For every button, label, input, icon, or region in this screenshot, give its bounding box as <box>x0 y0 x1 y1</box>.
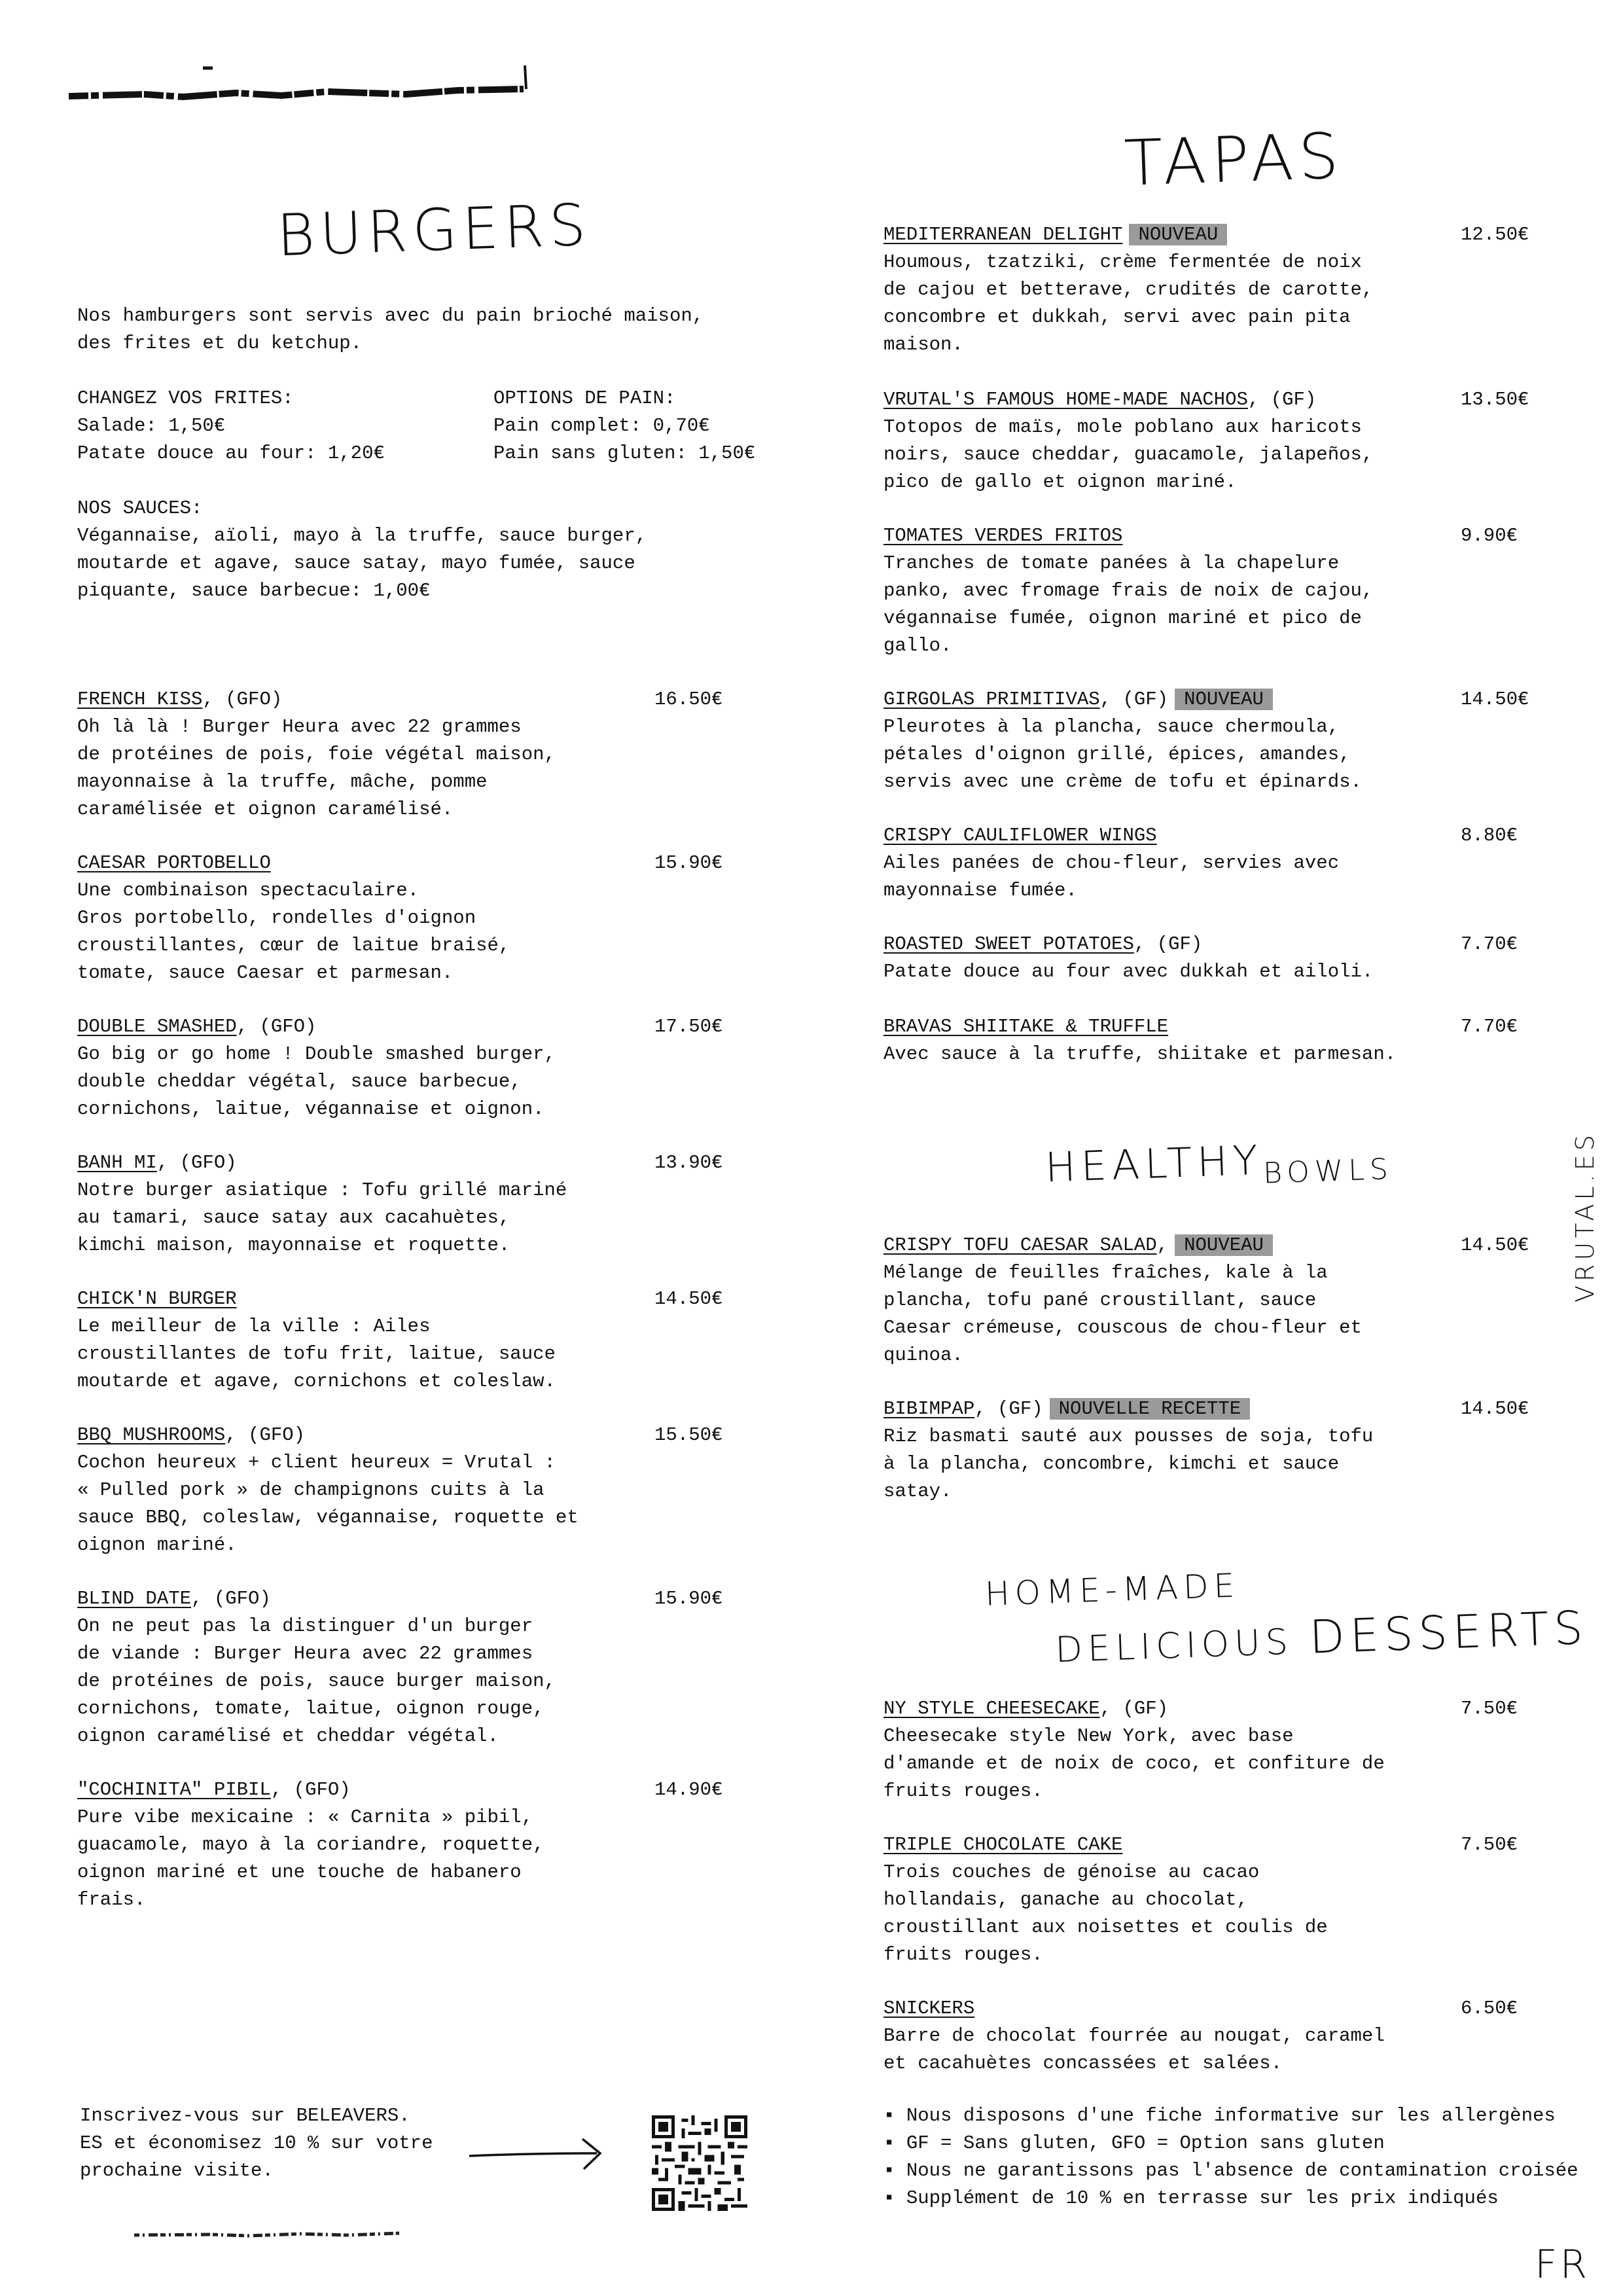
desserts-item <box>883 1995 1564 2077</box>
footer-notes <box>883 2102 1578 2212</box>
item-name: BRAVAS SHIITAKE & TRUFFLE <box>883 1016 1169 1037</box>
bowls-title <box>1044 1132 1393 1191</box>
item-name: SNICKERS <box>883 1998 975 2019</box>
item-suffix: , (GF) <box>1099 689 1169 710</box>
burgers-item <box>77 1149 758 1259</box>
burgers-item <box>77 850 758 987</box>
item-description: Tranches de tomate panées à la chapelure panko, avec fromage frais de noix de cajou, végannaise fumée, oignon mariné et pico de gallo. <box>883 552 1374 656</box>
item-price: 13.50€ <box>1461 389 1529 410</box>
tapas-item <box>883 822 1564 905</box>
item-description: Cheesecake style New York, avec base d'amande et de noix de coco, et confiture de fruits rouges. <box>883 1725 1385 1802</box>
item-name: BANH MI <box>77 1152 157 1174</box>
note-allergens: ▪ Nous disposons d'une fiche informative sur les allergènes <box>883 2102 1578 2130</box>
item-description: Cochon heureux + client heureux = Vrutal : « Pulled pork » de champignons cuits à la sauce BBQ, coleslaw, végannaise, roquette et oignon mariné. <box>77 1452 579 1556</box>
item-suffix: , (GF) <box>1247 389 1317 410</box>
item-name: CRISPY CAULIFLOWER WINGS <box>883 825 1157 846</box>
item-price: 14.50€ <box>1461 1398 1529 1420</box>
item-name: GIRGOLAS PRIMITIVAS <box>883 689 1100 710</box>
item-price: 15.90€ <box>654 852 723 874</box>
item-price: 14.50€ <box>1461 689 1529 710</box>
item-price: 17.50€ <box>654 1016 723 1037</box>
burgers-intro: Nos hamburgers sont servis avec du pain brioché maison, des frites et du ketchup. <box>77 305 704 354</box>
burgers-item <box>77 1013 758 1123</box>
tapas-item <box>883 931 1564 986</box>
item-price: 9.90€ <box>1461 525 1518 547</box>
item-description: Mélange de feuilles fraîches, kale à la plancha, tofu pané croustillant, sauce Caesar crémeuse, couscous de chou-fleur et quinoa. <box>883 1262 1362 1366</box>
item-description: On ne peut pas la distinguer d'un burger de viande : Burger Heura avec 22 grammes de protéines de pois, sauce burger maison, cornichons, tomate, laitue, oignon rouge, oignon caramélisé et cheddar végétal. <box>77 1615 556 1747</box>
item-suffix: , (GFO) <box>270 1779 351 1801</box>
item-suffix: , (GF) <box>1133 933 1203 955</box>
item-description: Patate douce au four avec dukkah et ailoli. <box>883 961 1374 982</box>
item-description: Go big or go home ! Double smashed burger, double cheddar végétal, sauce barbecue, cornichons, laitue, végannaise et oignon. <box>77 1043 556 1120</box>
item-price: 12.50€ <box>1461 224 1529 245</box>
item-price: 14.50€ <box>654 1288 723 1310</box>
tapas-item <box>883 686 1564 796</box>
item-price: 14.90€ <box>654 1779 723 1801</box>
item-price: 16.50€ <box>654 689 723 710</box>
arrow-right-icon <box>466 2134 610 2173</box>
desserts-title-line1: HOME-MADE <box>984 1566 1241 1613</box>
desserts-title-c: DESSERTS <box>1308 1600 1589 1664</box>
item-suffix: , (GFO) <box>225 1424 306 1446</box>
item-suffix: , (GF) <box>1099 1698 1169 1719</box>
item-price: 15.50€ <box>654 1424 723 1446</box>
item-suffix: , (GFO) <box>202 689 283 710</box>
item-description: Houmous, tzatziki, crème fermentée de noix de cajou et betterave, crudités de carotte, concombre et dukkah, servi avec pain pita maison. <box>883 251 1374 355</box>
item-suffix: , <box>1156 1234 1169 1256</box>
item-name: BIBIMPAP <box>883 1398 975 1420</box>
item-price: 7.70€ <box>1461 933 1518 955</box>
item-description: Totopos de maïs, mole poblano aux haricots noirs, sauce cheddar, guacamole, jalapeños, pico de gallo et oignon mariné. <box>883 416 1374 493</box>
item-description: Notre burger asiatique : Tofu grillé mariné au tamari, sauce satay aux cacahuètes, kimchi maison, mayonnaise et roquette. <box>77 1179 567 1256</box>
item-name: CHICK'N BURGER <box>77 1288 237 1310</box>
item-description: Ailes panées de chou-fleur, servies avec mayonnaise fumée. <box>883 852 1340 901</box>
item-name: NY STYLE CHEESECAKE <box>883 1698 1100 1719</box>
header-scribble <box>65 60 537 106</box>
item-name: "COCHINITA" PIBIL <box>77 1779 271 1801</box>
bowls-title-a: HEALTHY <box>1044 1136 1264 1192</box>
item-name: FRENCH KISS <box>77 689 203 710</box>
tapas-title: TAPAS <box>1123 119 1346 200</box>
note-gluten: ▪ GF = Sans gluten, GFO = Option sans gluten <box>883 2130 1578 2157</box>
bowls-title-b: BOWLS <box>1262 1152 1394 1191</box>
vrutal-side-label: VRUTAL.ES <box>1571 1131 1599 1302</box>
item-suffix: , (GF) <box>974 1398 1043 1420</box>
burgers-item <box>77 1585 758 1750</box>
burgers-item <box>77 1422 758 1559</box>
promo-text: Inscrivez-vous sur BELEAVERS. ES et économisez 10 % sur votre prochaine visite. <box>80 2105 433 2181</box>
item-price: 7.50€ <box>1461 1698 1518 1719</box>
desserts-item <box>883 1695 1564 1805</box>
qr-code-icon[interactable] <box>652 2115 747 2211</box>
burgers-item <box>77 686 758 823</box>
desserts-title-line2 <box>1054 1601 1589 1673</box>
item-description: Pleurotes à la plancha, sauce chermoula, pétales d'oignon grillé, épices, amandes, servis avec une crème de tofu et épinards. <box>883 716 1362 793</box>
item-name: VRUTAL'S FAMOUS HOME-MADE NACHOS <box>883 389 1248 410</box>
sauce-options: NOS SAUCES: Végannaise, aïoli, mayo à la truffe, sauce burger, moutarde et agave, sauce satay, mayo fumée, sauce piquante, sauce barbecue: 1,00€ <box>77 497 647 601</box>
tapas-item <box>883 386 1564 496</box>
item-name: TOMATES VERDES FRITOS <box>883 525 1123 547</box>
burgers-title: BURGERS <box>276 190 592 270</box>
item-price: 6.50€ <box>1461 1998 1518 2019</box>
item-name: BLIND DATE <box>77 1588 192 1609</box>
item-suffix: , (GFO) <box>156 1152 237 1174</box>
language-label: FR <box>1535 2242 1590 2287</box>
new-badge: NOUVEAU <box>1129 224 1227 245</box>
item-description: Le meilleur de la ville : Ailes croustillantes de tofu frit, laitue, sauce moutarde et agave, cornichons et coleslaw. <box>77 1316 556 1392</box>
item-name: MEDITERRANEAN DELIGHT <box>883 224 1123 245</box>
item-description: Riz basmati sauté aux pousses de soja, tofu à la plancha, concombre, kimchi et sauce satay. <box>883 1426 1374 1502</box>
tapas-item <box>883 522 1564 660</box>
bowls-item <box>883 1232 1564 1369</box>
item-price: 14.50€ <box>1461 1234 1529 1256</box>
desserts-item <box>883 1831 1564 1969</box>
burgers-item <box>77 1285 758 1395</box>
tapas-item <box>883 1013 1564 1068</box>
note-terrace: ▪ Supplément de 10 % en terrasse sur les prix indiqués <box>883 2185 1578 2212</box>
note-contamination: ▪ Nous ne garantissons pas l'absence de contamination croisée <box>883 2157 1578 2185</box>
item-description: Barre de chocolat fourrée au nougat, caramel et cacahuètes concassées et salées. <box>883 2025 1385 2074</box>
new-badge: NOUVEAU <box>1175 689 1273 710</box>
item-description: Pure vibe mexicaine : « Carnita » pibil, guacamole, mayo à la coriandre, roquette, oignon mariné et une touche de habanero frais. <box>77 1806 544 1910</box>
item-price: 8.80€ <box>1461 825 1518 846</box>
item-name: DOUBLE SMASHED <box>77 1016 237 1037</box>
item-price: 15.90€ <box>654 1588 723 1609</box>
burgers-item <box>77 1776 758 1914</box>
item-description: Oh là là ! Burger Heura avec 22 grammes de protéines de pois, foie végétal maison, mayonnaise à la truffe, mâche, pomme caramélisée et oignon caramélisé. <box>77 716 556 820</box>
item-name: BBQ MUSHROOMS <box>77 1424 226 1446</box>
fries-options: CHANGEZ VOS FRITES: Salade: 1,50€ Patate douce au four: 1,20€ <box>77 387 385 464</box>
bowls-item <box>883 1395 1564 1505</box>
item-description: Une combinaison spectaculaire. Gros portobello, rondelles d'oignon croustillantes, cœur de laitue braisé, tomate, sauce Caesar et parmesan. <box>77 880 510 984</box>
item-name: ROASTED SWEET POTATOES <box>883 933 1134 955</box>
tapas-item <box>883 221 1564 359</box>
item-description: Trois couches de génoise au cacao hollandais, ganache au chocolat, croustillant aux noisettes et coulis de fruits rouges. <box>883 1861 1328 1965</box>
item-name: TRIPLE CHOCOLATE CAKE <box>883 1834 1123 1856</box>
item-suffix: , (GFO) <box>236 1016 317 1037</box>
item-price: 13.90€ <box>654 1152 723 1174</box>
footer-scribble <box>131 2229 406 2242</box>
item-suffix: , (GFO) <box>191 1588 271 1609</box>
item-price: 7.50€ <box>1461 1834 1518 1856</box>
desserts-title-b: DELICIOUS <box>1054 1621 1294 1671</box>
new-badge: NOUVEAU <box>1175 1234 1273 1256</box>
item-name: CAESAR PORTOBELLO <box>77 852 271 874</box>
item-price: 7.70€ <box>1461 1016 1518 1037</box>
item-name: CRISPY TOFU CAESAR SALAD <box>883 1234 1157 1256</box>
item-description: Avec sauce à la truffe, shiitake et parmesan. <box>883 1043 1397 1065</box>
bread-options: OPTIONS DE PAIN: Pain complet: 0,70€ Pain sans gluten: 1,50€ <box>493 387 756 464</box>
new-badge: NOUVELLE RECETTE <box>1050 1398 1250 1420</box>
